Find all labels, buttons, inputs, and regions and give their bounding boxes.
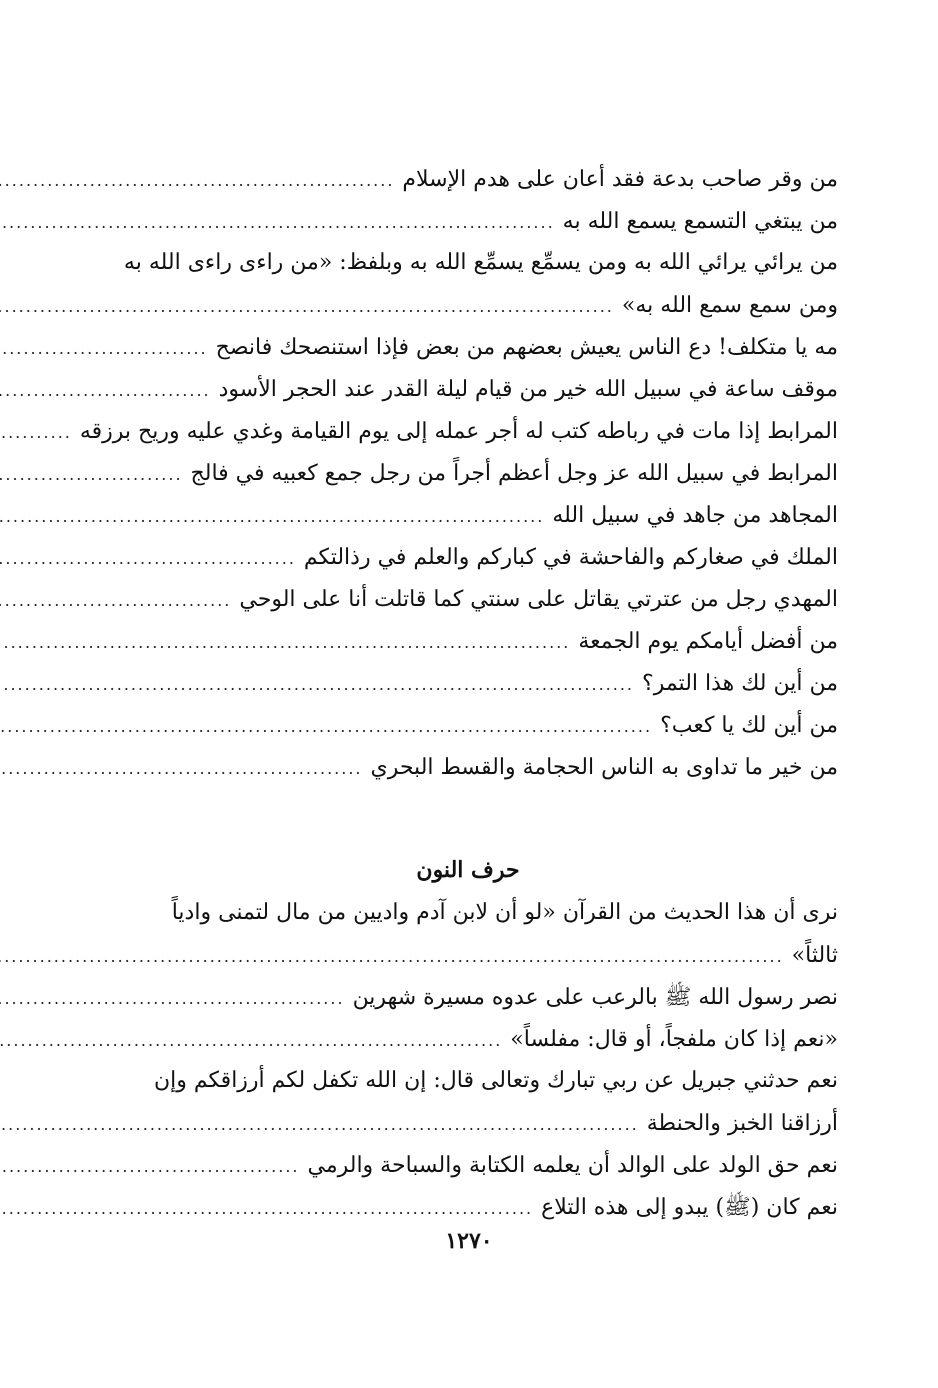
index-entry: من خير ما تداوى به الناس الحجامة والقسط البحري .....	[98, 746, 838, 788]
index-entry: من أين لك هذا التمر؟ .....	[98, 662, 838, 704]
index-entry: موقف ساعة في سبيل الله خير من قيام ليلة القدر عند الحجر الأسود .....	[98, 368, 838, 410]
index-entry: من أفضل أيامكم يوم الجمعة .....	[98, 620, 838, 662]
index-entry: من يرائي يرائي الله به ومن يسمِّع يسمِّع الله به وبلفظ: «من راءى راءى الله به	[123, 250, 838, 275]
index-entry: من أين لك يا كعب؟ .....	[98, 704, 838, 746]
index-entry: الملك في صغاركم والفاحشة في كباركم والعلم في رذالتكم .....	[98, 536, 838, 578]
index-entry: نعم كان (ﷺ) يبدو إلى هذه التلاع .....	[98, 1186, 838, 1228]
index-entry: المجاهد من جاهد في سبيل الله .....	[98, 494, 838, 536]
entries-nun	[98, 808, 838, 1228]
index-entry: المرابط في سبيل الله عز وجل أعظم أجراً من رجل جمع كعبيه في فالج .....	[98, 452, 838, 494]
index-entry: مه يا متكلف! دع الناس يعيش بعضهم من بعض فإذا استنصحك فانصح .....	[98, 326, 838, 368]
index-entry: من يبتغي التسمع يسمع الله به .....	[98, 200, 838, 242]
index-entry: المهدي رجل من عترتي يقاتل على سنتي كما قاتلت أنا على الوحي .....	[98, 578, 838, 620]
index-entry: نصر رسول الله ﷺ بالرعب على عدوه مسيرة شهرين .....	[98, 976, 838, 1018]
index-entry-continued: ثالثاً» .....	[98, 934, 838, 976]
section-heading: حرف النون	[416, 857, 520, 883]
index-entry: نرى أن هذا الحديث من القرآن «لو أن لابن آدم واديين من مال لتمنى وادياً	[171, 900, 838, 925]
index-entry: نعم حق الولد على الوالد أن يعلمه الكتابة والسباحة والرمي .....	[98, 1144, 838, 1186]
index-entry: المرابط إذا مات في رباطه كتب له أجر عمله إلى يوم القيامة وغدي عليه وريح برزقه .....	[98, 410, 838, 452]
index-entry: «نعم إذا كان ملفجاً، أو قال: مفلساً» .....	[98, 1018, 838, 1060]
index-entry: من وقر صاحب بدعة فقد أعان على هدم الإسلام .....	[98, 158, 838, 200]
page-number: ١٢٧٠	[445, 1228, 493, 1254]
index-entry-continued: أرزاقنا الخبز والحنطة .....	[98, 1102, 838, 1144]
index-entry: نعم حدثني جبريل عن ربي تبارك وتعالى قال: إن الله تكفل لكم أرزاقكم وإن	[154, 1068, 838, 1093]
entries-mim	[79, 158, 838, 788]
index-entry-continued: ومن سمع سمع الله به» .....	[98, 284, 838, 326]
